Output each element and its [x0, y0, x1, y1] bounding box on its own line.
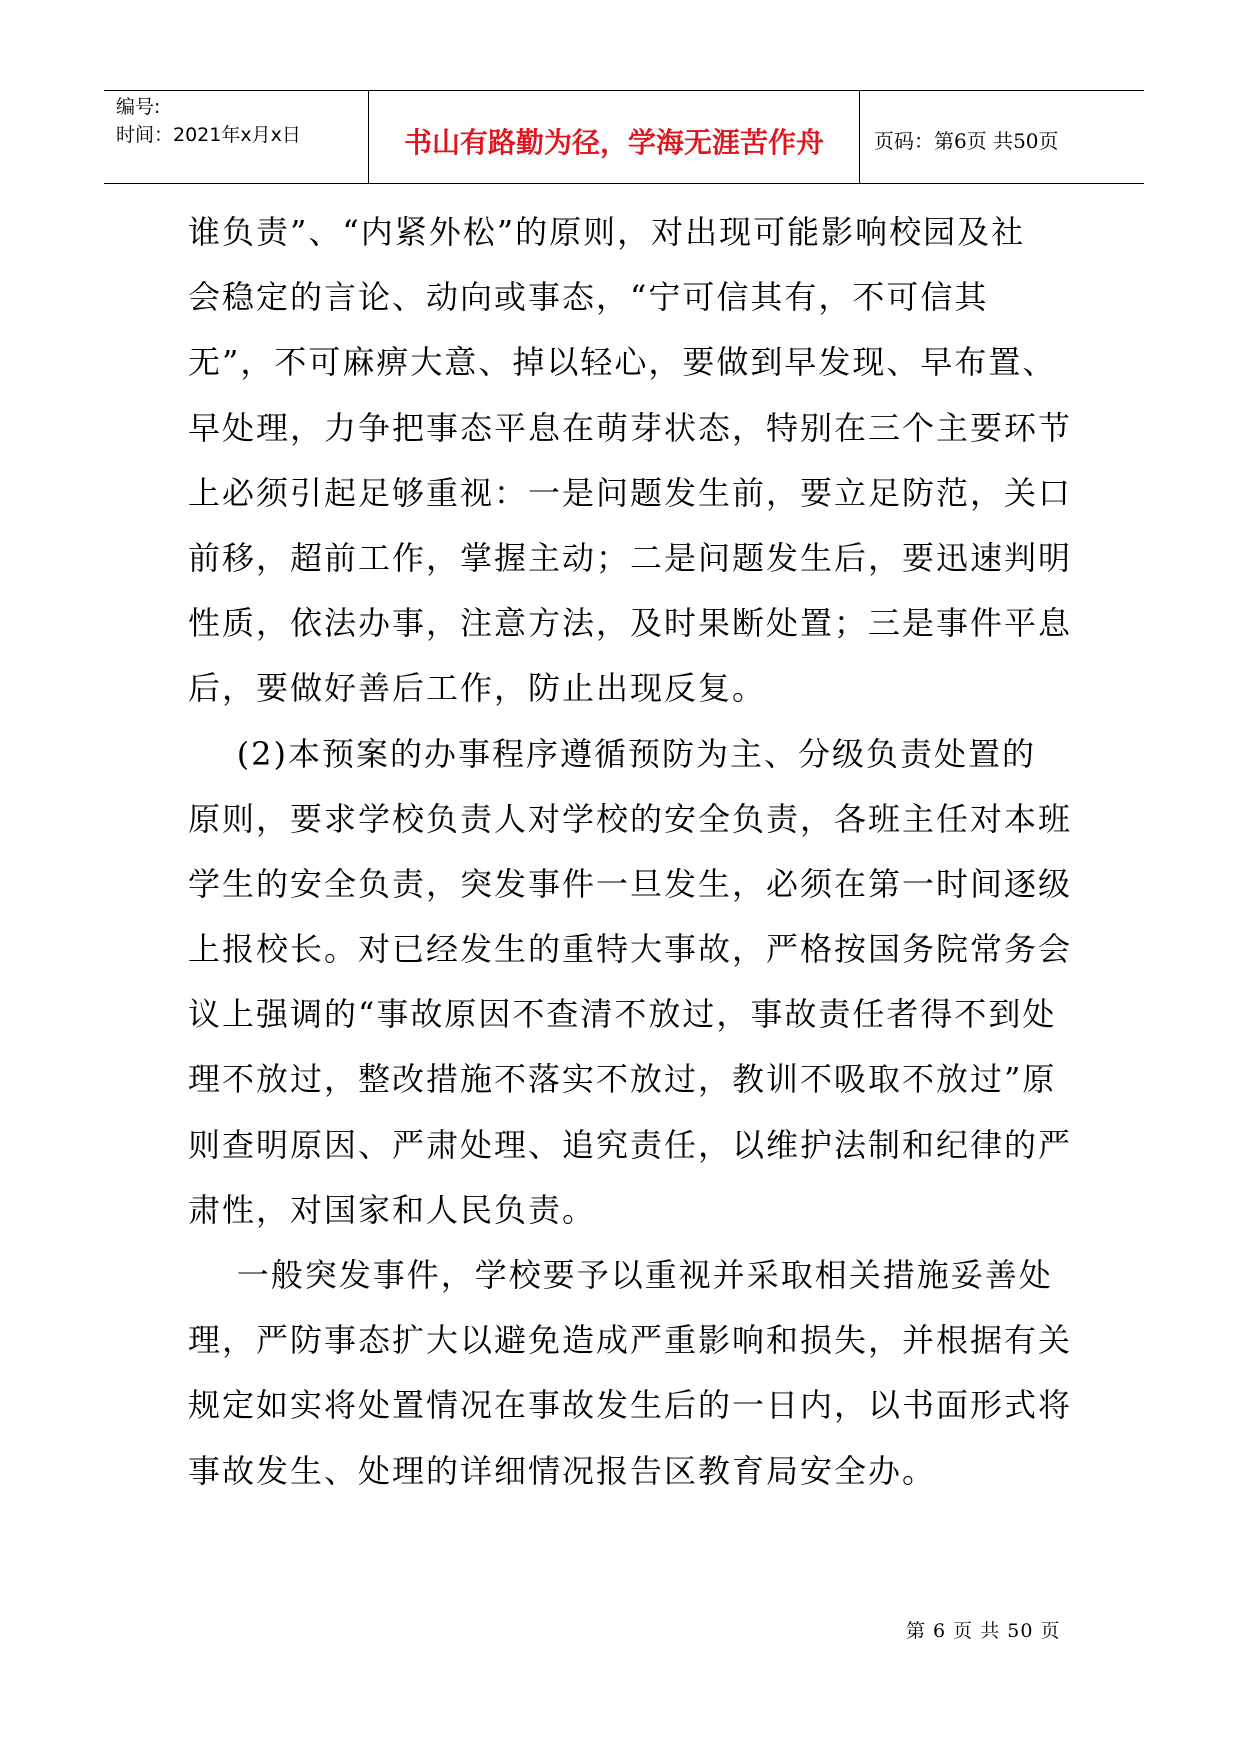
- document-date-label: 时间：2021年x月x日: [116, 124, 301, 146]
- body-text-line: 会稳定的言论、动向或事态，“宁可信其有，不可信其: [188, 278, 989, 317]
- body-text-line: 事故发生、处理的详细情况报告区教育局安全办。: [188, 1451, 937, 1490]
- page-header: [104, 90, 1144, 184]
- body-text-line: 上报校长。对已经发生的重特大事故，严格按国务院常务会: [188, 930, 1073, 969]
- header-page-cell: [860, 91, 1144, 183]
- header-motto-cell: [368, 91, 860, 183]
- header-motto: 书山有路勤为径，学海无涯苦作舟: [403, 126, 824, 159]
- body-text-line: 议上强调的“事故原因不查清不放过，事故责任者得不到处: [188, 995, 1057, 1034]
- body-text-line: 前移，超前工作，掌握主动；二是问题发生后，要迅速判明: [188, 538, 1073, 577]
- document-number-label: 编号:: [116, 96, 161, 118]
- body-text-line: 后，要做好善后工作，防止出现反复。: [188, 669, 767, 708]
- body-text-line: 规定如实将处置情况在事故发生后的一日内，以书面形式将: [188, 1386, 1073, 1425]
- footer-page-number: 第 6 页 共 50 页: [906, 1620, 1061, 1642]
- body-text-line: 肃性，对国家和人民负责。: [188, 1190, 597, 1229]
- body-text-line: 理，严防事态扩大以避免造成严重影响和损失，并根据有关: [188, 1321, 1073, 1360]
- body-text-line: (2)本预案的办事程序遵循预防为主、分级负责处置的: [188, 734, 1037, 773]
- body-text-line: 则查明原因、严肃处理、追究责任，以维护法制和纪律的严: [188, 1125, 1073, 1164]
- body-text-line: 无”，不可麻痹大意、掉以轻心，要做到早发现、早布置、: [188, 343, 1057, 382]
- document-body: [188, 200, 1073, 1504]
- body-text-line: 原则，要求学校负责人对学校的安全负责，各班主任对本班: [188, 799, 1073, 838]
- body-text-line: 谁负责”、“内紧外松”的原则，对出现可能影响校园及社: [188, 213, 1026, 251]
- header-meta: [104, 91, 368, 183]
- body-text-line: 一般突发事件，学校要予以重视并采取相关措施妥善处: [188, 1256, 1053, 1294]
- body-text-line: 理不放过，整改措施不落实不放过，教训不吸取不放过”原: [188, 1060, 1057, 1099]
- body-text-line: 早处理，力争把事态平息在萌芽状态，特别在三个主要环节: [188, 408, 1073, 447]
- header-page-number: 页码：第6页 共50页: [874, 129, 1059, 153]
- body-text-line: 学生的安全负责，突发事件一旦发生，必须在第一时间逐级: [188, 864, 1073, 903]
- body-text-line: 性质，依法办事，注意方法，及时果断处置；三是事件平息: [188, 604, 1073, 643]
- body-text-line: 上必须引起足够重视：一是问题发生前，要立足防范，关口: [188, 473, 1073, 512]
